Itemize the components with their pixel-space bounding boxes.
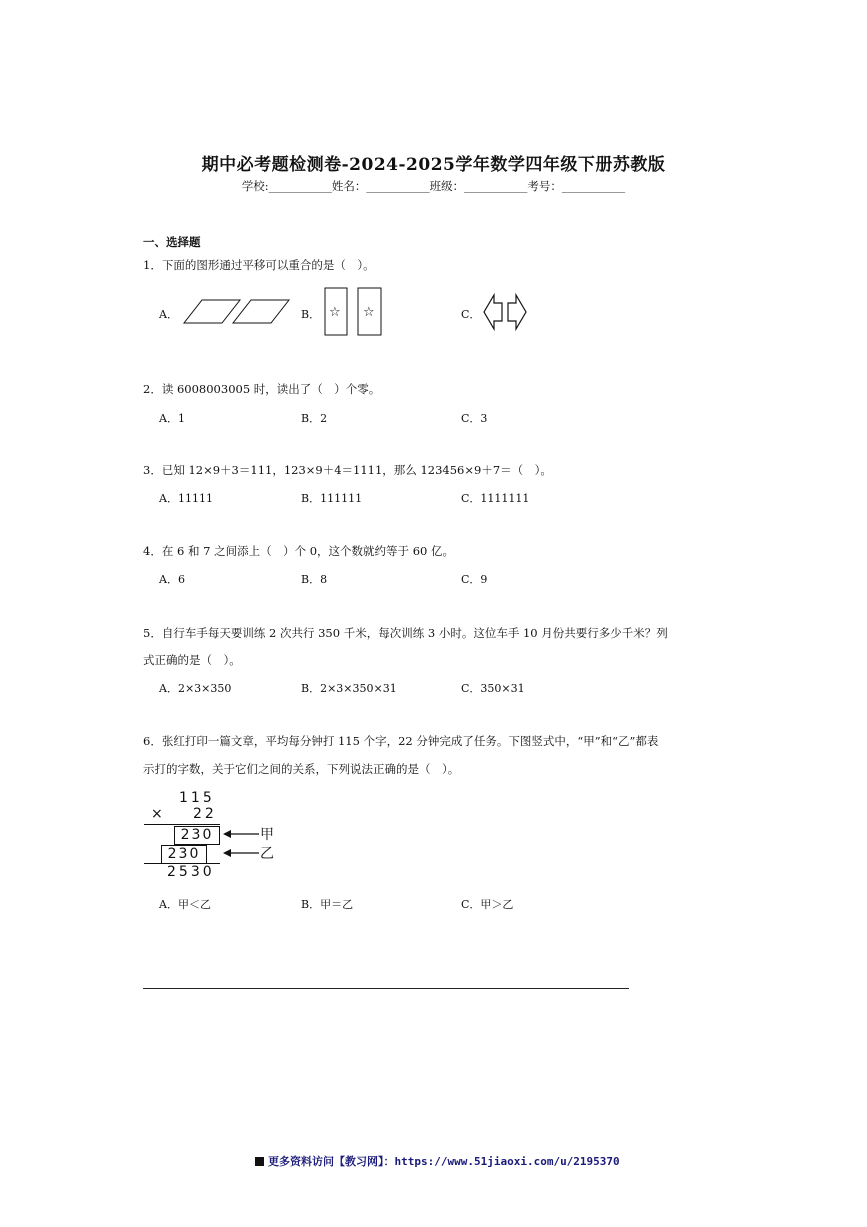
question-5-option-b: B．2×3×350×31 <box>301 682 397 695</box>
arrow-shapes-figure <box>482 293 530 331</box>
question-1-option-a: A． <box>159 308 178 321</box>
svg-text:☆: ☆ <box>363 305 375 320</box>
question-6-option-b: B．甲＝乙 <box>301 898 354 911</box>
question-5-text-line-2: 式正确的是（ ）。 <box>143 653 241 667</box>
label-yi: 乙 <box>260 846 274 862</box>
question-6-text-line-1: 6．张红打印一篇文章，平均每分钟打 115 个字，22 分钟完成了任务。下图竖式中，“甲”和“乙”都表 <box>143 734 659 748</box>
section-heading: 一、选择题 <box>143 235 201 249</box>
question-6-text-line-2: 示打的字数，关于它们之间的关系，下列说法正确的是（ ）。 <box>143 762 460 776</box>
question-1-text: 1．下面的图形通过平移可以重合的是（ ）。 <box>143 258 375 272</box>
arrow-left-icon <box>223 847 259 859</box>
question-1-option-c: C． <box>461 308 481 321</box>
question-3-option-a: A．11111 <box>159 492 213 505</box>
page-title: 期中必考题检测卷-2024-2025学年数学四年级下册苏教版 <box>201 155 666 175</box>
footer-text: 更多资料访问【教习网】：https://www.51jiaoxi.com/u/2195370 <box>268 1155 620 1168</box>
label-jia: 甲 <box>260 827 274 843</box>
question-2-option-a: A．1 <box>159 412 185 425</box>
parallelograms-figure <box>182 299 292 325</box>
times-sign: × <box>151 806 163 822</box>
question-4-option-a: A．6 <box>159 573 185 586</box>
svg-text:☆: ☆ <box>329 305 341 320</box>
question-3-option-c: C．1111111 <box>461 492 530 505</box>
partial-product-yi: 230 <box>161 845 207 864</box>
question-5-text-line-1: 5．自行车手每天要训练 2 次共行 350 千米，每次训练 3 小时。这位车手 10 月份共要行多少千米？列 <box>143 626 668 640</box>
question-5-option-c: C．350×31 <box>461 682 525 695</box>
partial-product-jia: 230 <box>174 826 220 845</box>
question-6-option-c: C．甲＞乙 <box>461 898 514 911</box>
question-4-option-c: C．9 <box>461 573 488 586</box>
multiplicand: 115 <box>179 790 215 806</box>
star-rectangles-figure <box>323 287 385 337</box>
calc-rule-1 <box>144 824 220 825</box>
multiplier: 22 <box>193 806 217 822</box>
question-6-option-a: A．甲＜乙 <box>159 898 211 911</box>
question-4-option-b: B．8 <box>301 573 328 586</box>
arrow-left-icon <box>223 828 259 840</box>
bottom-divider <box>143 988 629 989</box>
question-1-option-b: B． <box>301 308 321 321</box>
product-result: 2530 <box>167 864 215 880</box>
footer-link[interactable] <box>255 1153 620 1169</box>
flag-icon <box>255 1157 264 1166</box>
question-3-text: 3．已知 12×9＋3＝111，123×9＋4＝1111，那么 123456×9＋7＝（ ）。 <box>143 463 552 477</box>
student-info-line: 学校:___________姓名：___________班级：___________考号：___________ <box>241 179 626 193</box>
question-2-option-c: C．3 <box>461 412 488 425</box>
question-4-text: 4．在 6 和 7 之间添上（ ）个 0，这个数就约等于 60 亿。 <box>143 544 454 558</box>
question-3-option-b: B．111111 <box>301 492 363 505</box>
question-2-option-b: B．2 <box>301 412 328 425</box>
question-2-text: 2．读 6008003005 时，读出了（ ）个零。 <box>143 382 381 396</box>
question-5-option-a: A．2×3×350 <box>159 682 232 695</box>
